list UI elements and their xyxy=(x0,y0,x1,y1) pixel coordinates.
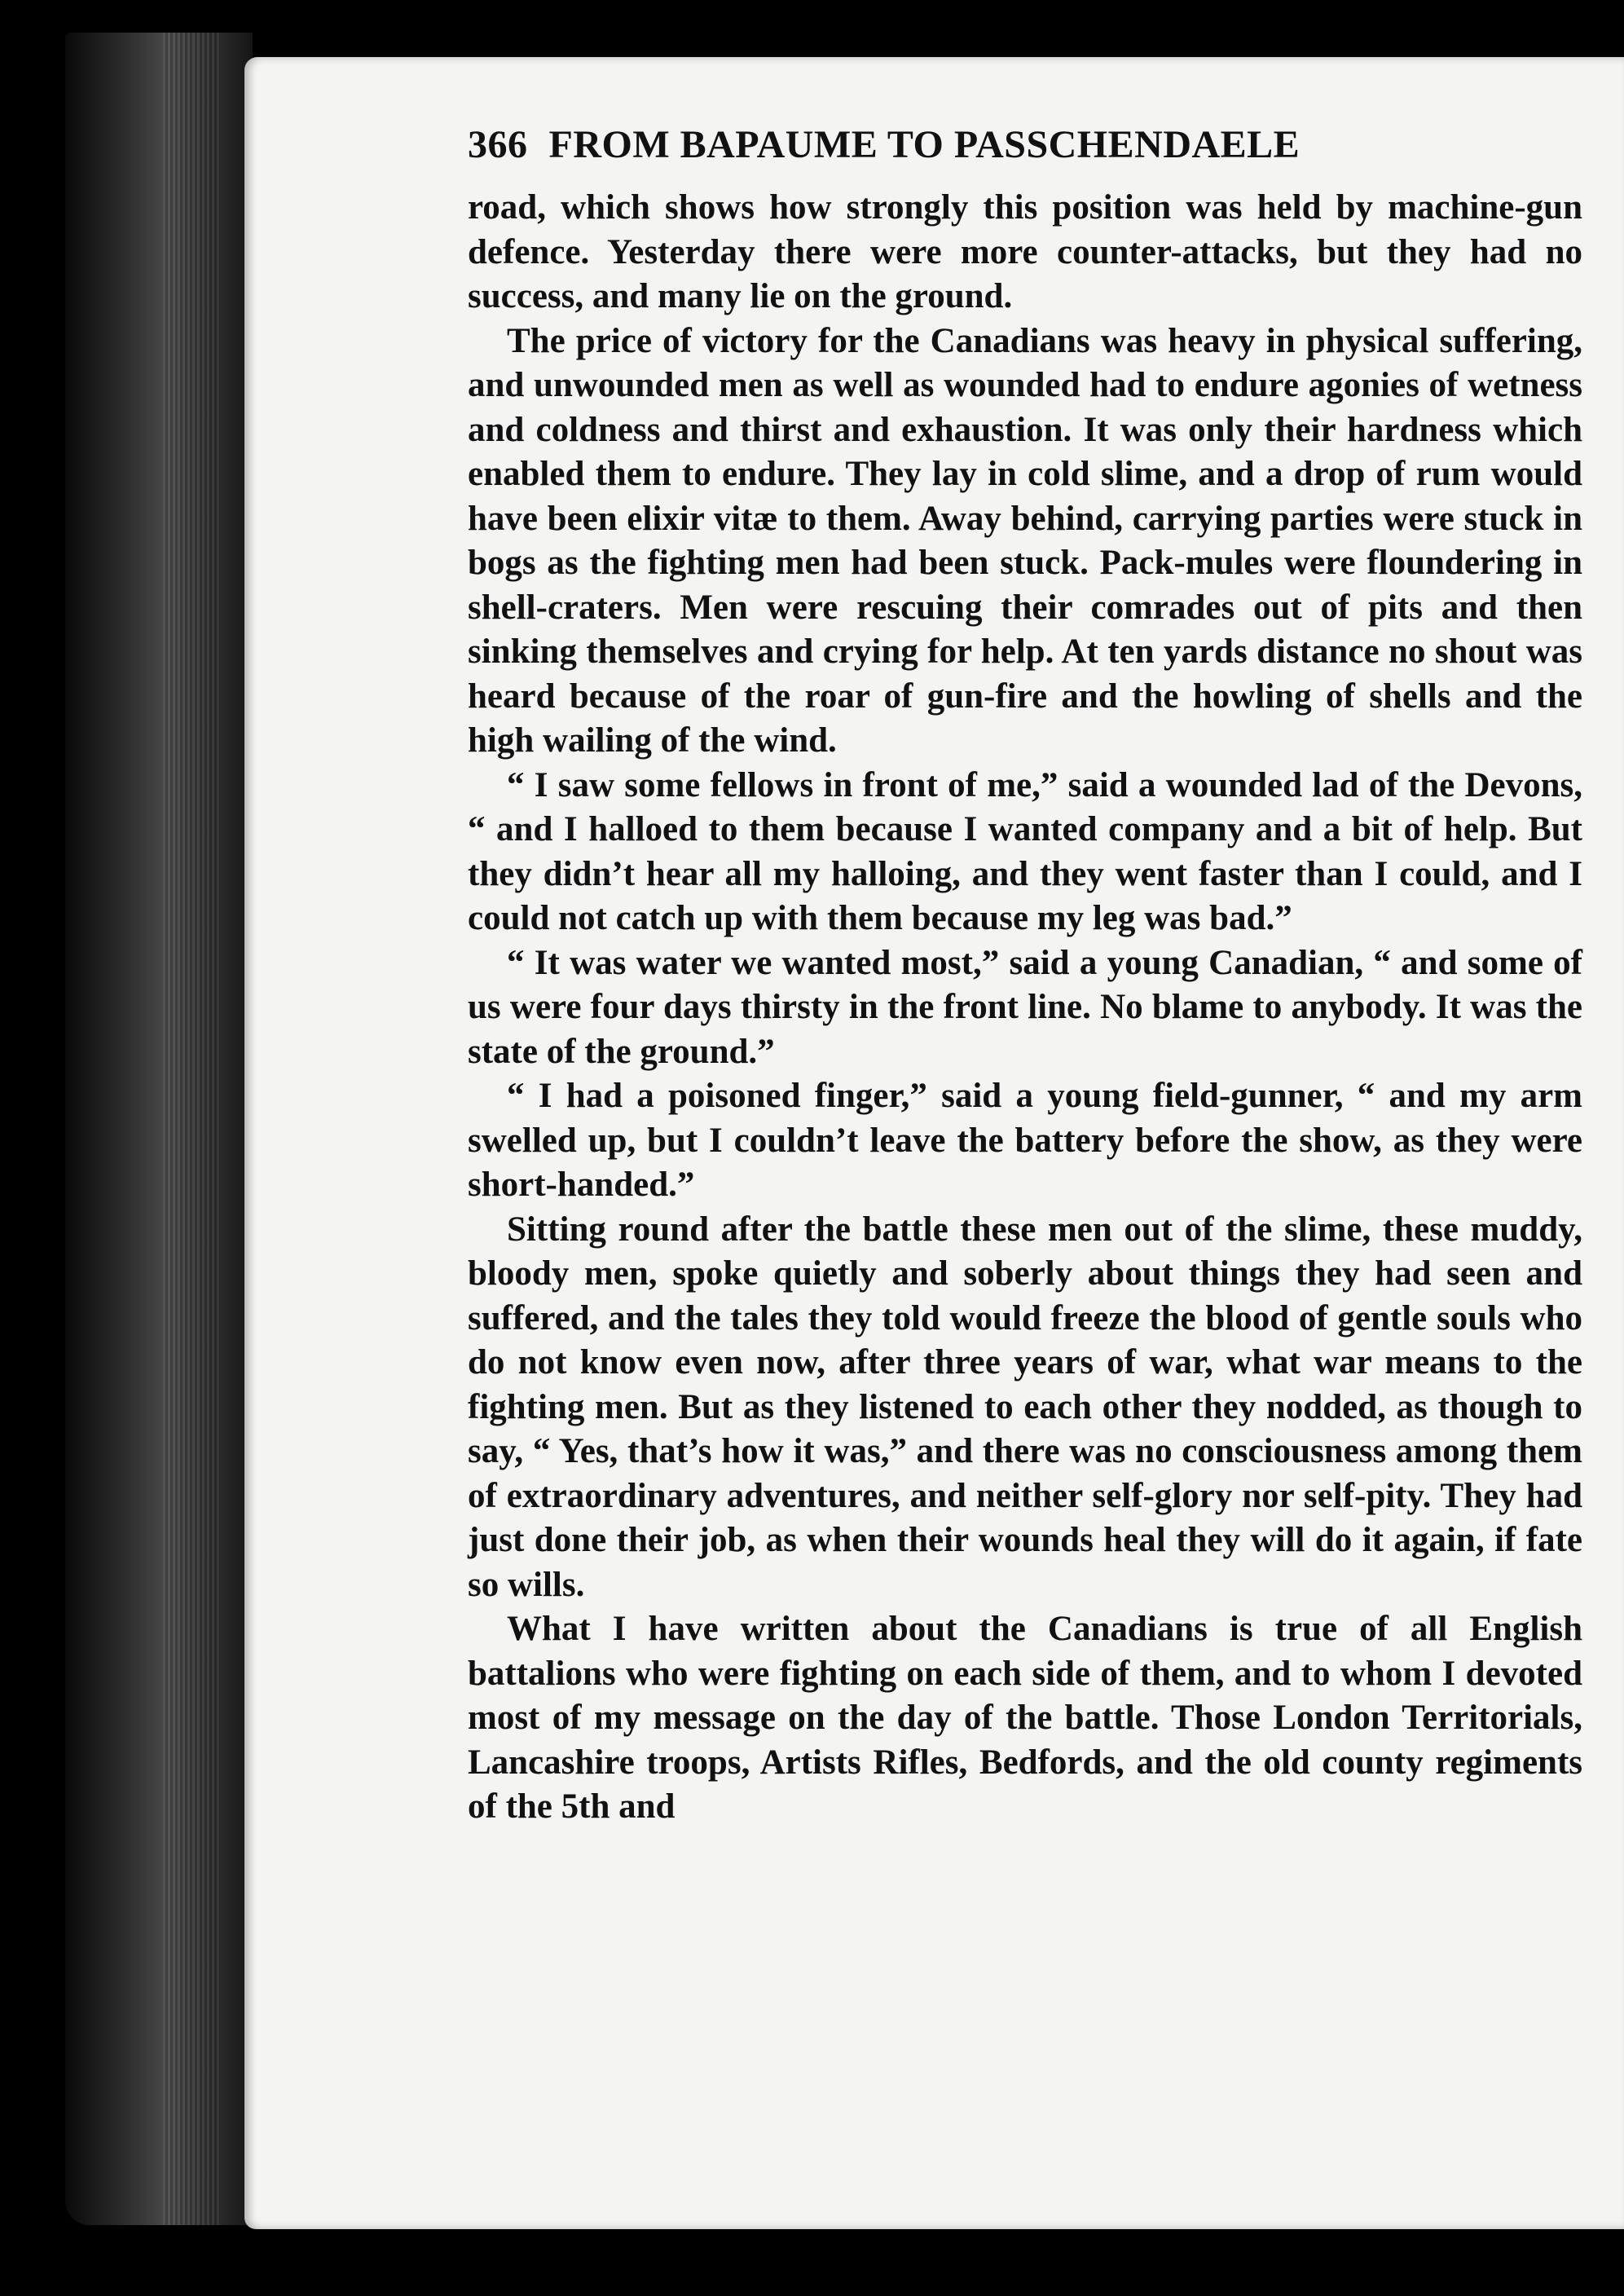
running-head-title: FROM BAPAUME TO PASSCHENDAELE xyxy=(548,123,1301,166)
paragraph: “ I saw some fellows in front of me,” said a wounded lad of the Devons, “ and I halloed to them because I wanted company and a bit of help. But they didn’t hear all my halloing, and they went faster than I could, and I could not catch up with them because my leg was bad.” xyxy=(468,765,1582,937)
paragraph: “ I had a poisoned finger,” said a young field-gunner, “ and my arm swelled up, but I couldn’t leave the battery before the show, as they were short-handed.” xyxy=(468,1077,1582,1204)
paragraph: The price of victory for the Canadians was heavy in physical suffering, and unwounded men as well as wounded had to endure agonies of wetness and coldness and thirst and exhaustion. It was only their hardness which enabled them to endure. They lay in cold slime, and a drop of rum would have been elixir vitæ to them. Away behind, carrying parties were stuck in bogs as the fighting men had been stuck. Pack-mules were floundering in shell-craters. Men were rescuing their comrades out of pits and then sinking themselves and crying for help. At ten yards distance no shout was heard because of the roar of gun-fire and the howling of shells and the high wailing of the wind. xyxy=(468,321,1582,760)
page-text xyxy=(468,121,1582,1830)
book-spine xyxy=(65,33,253,2225)
paragraph: “ It was water we wanted most,” said a young Canadian, “ and some of us were four days thirsty in the front line. No blame to anybody. It was the state of the ground.” xyxy=(468,943,1582,1071)
paragraph: road, which shows how strongly this position was held by machine-gun defence. Yesterday there were more counter-attacks, but they had no success, and many lie on the ground. xyxy=(468,188,1582,315)
running-head xyxy=(468,121,1582,186)
paragraph: What I have written about the Canadians is true of all English battalions who were fighting on each side of them, and to whom I devoted most of my message on the day of the battle. Those London Territorials, Lancashire troops, Artists Rifles, Bedfords, and the old county regiments of the 5th and xyxy=(468,1610,1582,1826)
page-number: 366 xyxy=(468,123,528,166)
paragraph: Sitting round after the battle these men out of the slime, these muddy, bloody men, spoke quietly and soberly about things they had seen and suffered, and the tales they told would freeze the blood of gentle souls who do not know even now, after three years of war, what war means to the fighting men. But as they listened to each other they nodded, as though to say, “ Yes, that’s how it was,” and there was no consciousness among them of extraordinary adventures, and neither self-glory nor self-pity. They had just done their job, as when their wounds heal they will do it again, if fate so wills. xyxy=(468,1210,1582,1604)
